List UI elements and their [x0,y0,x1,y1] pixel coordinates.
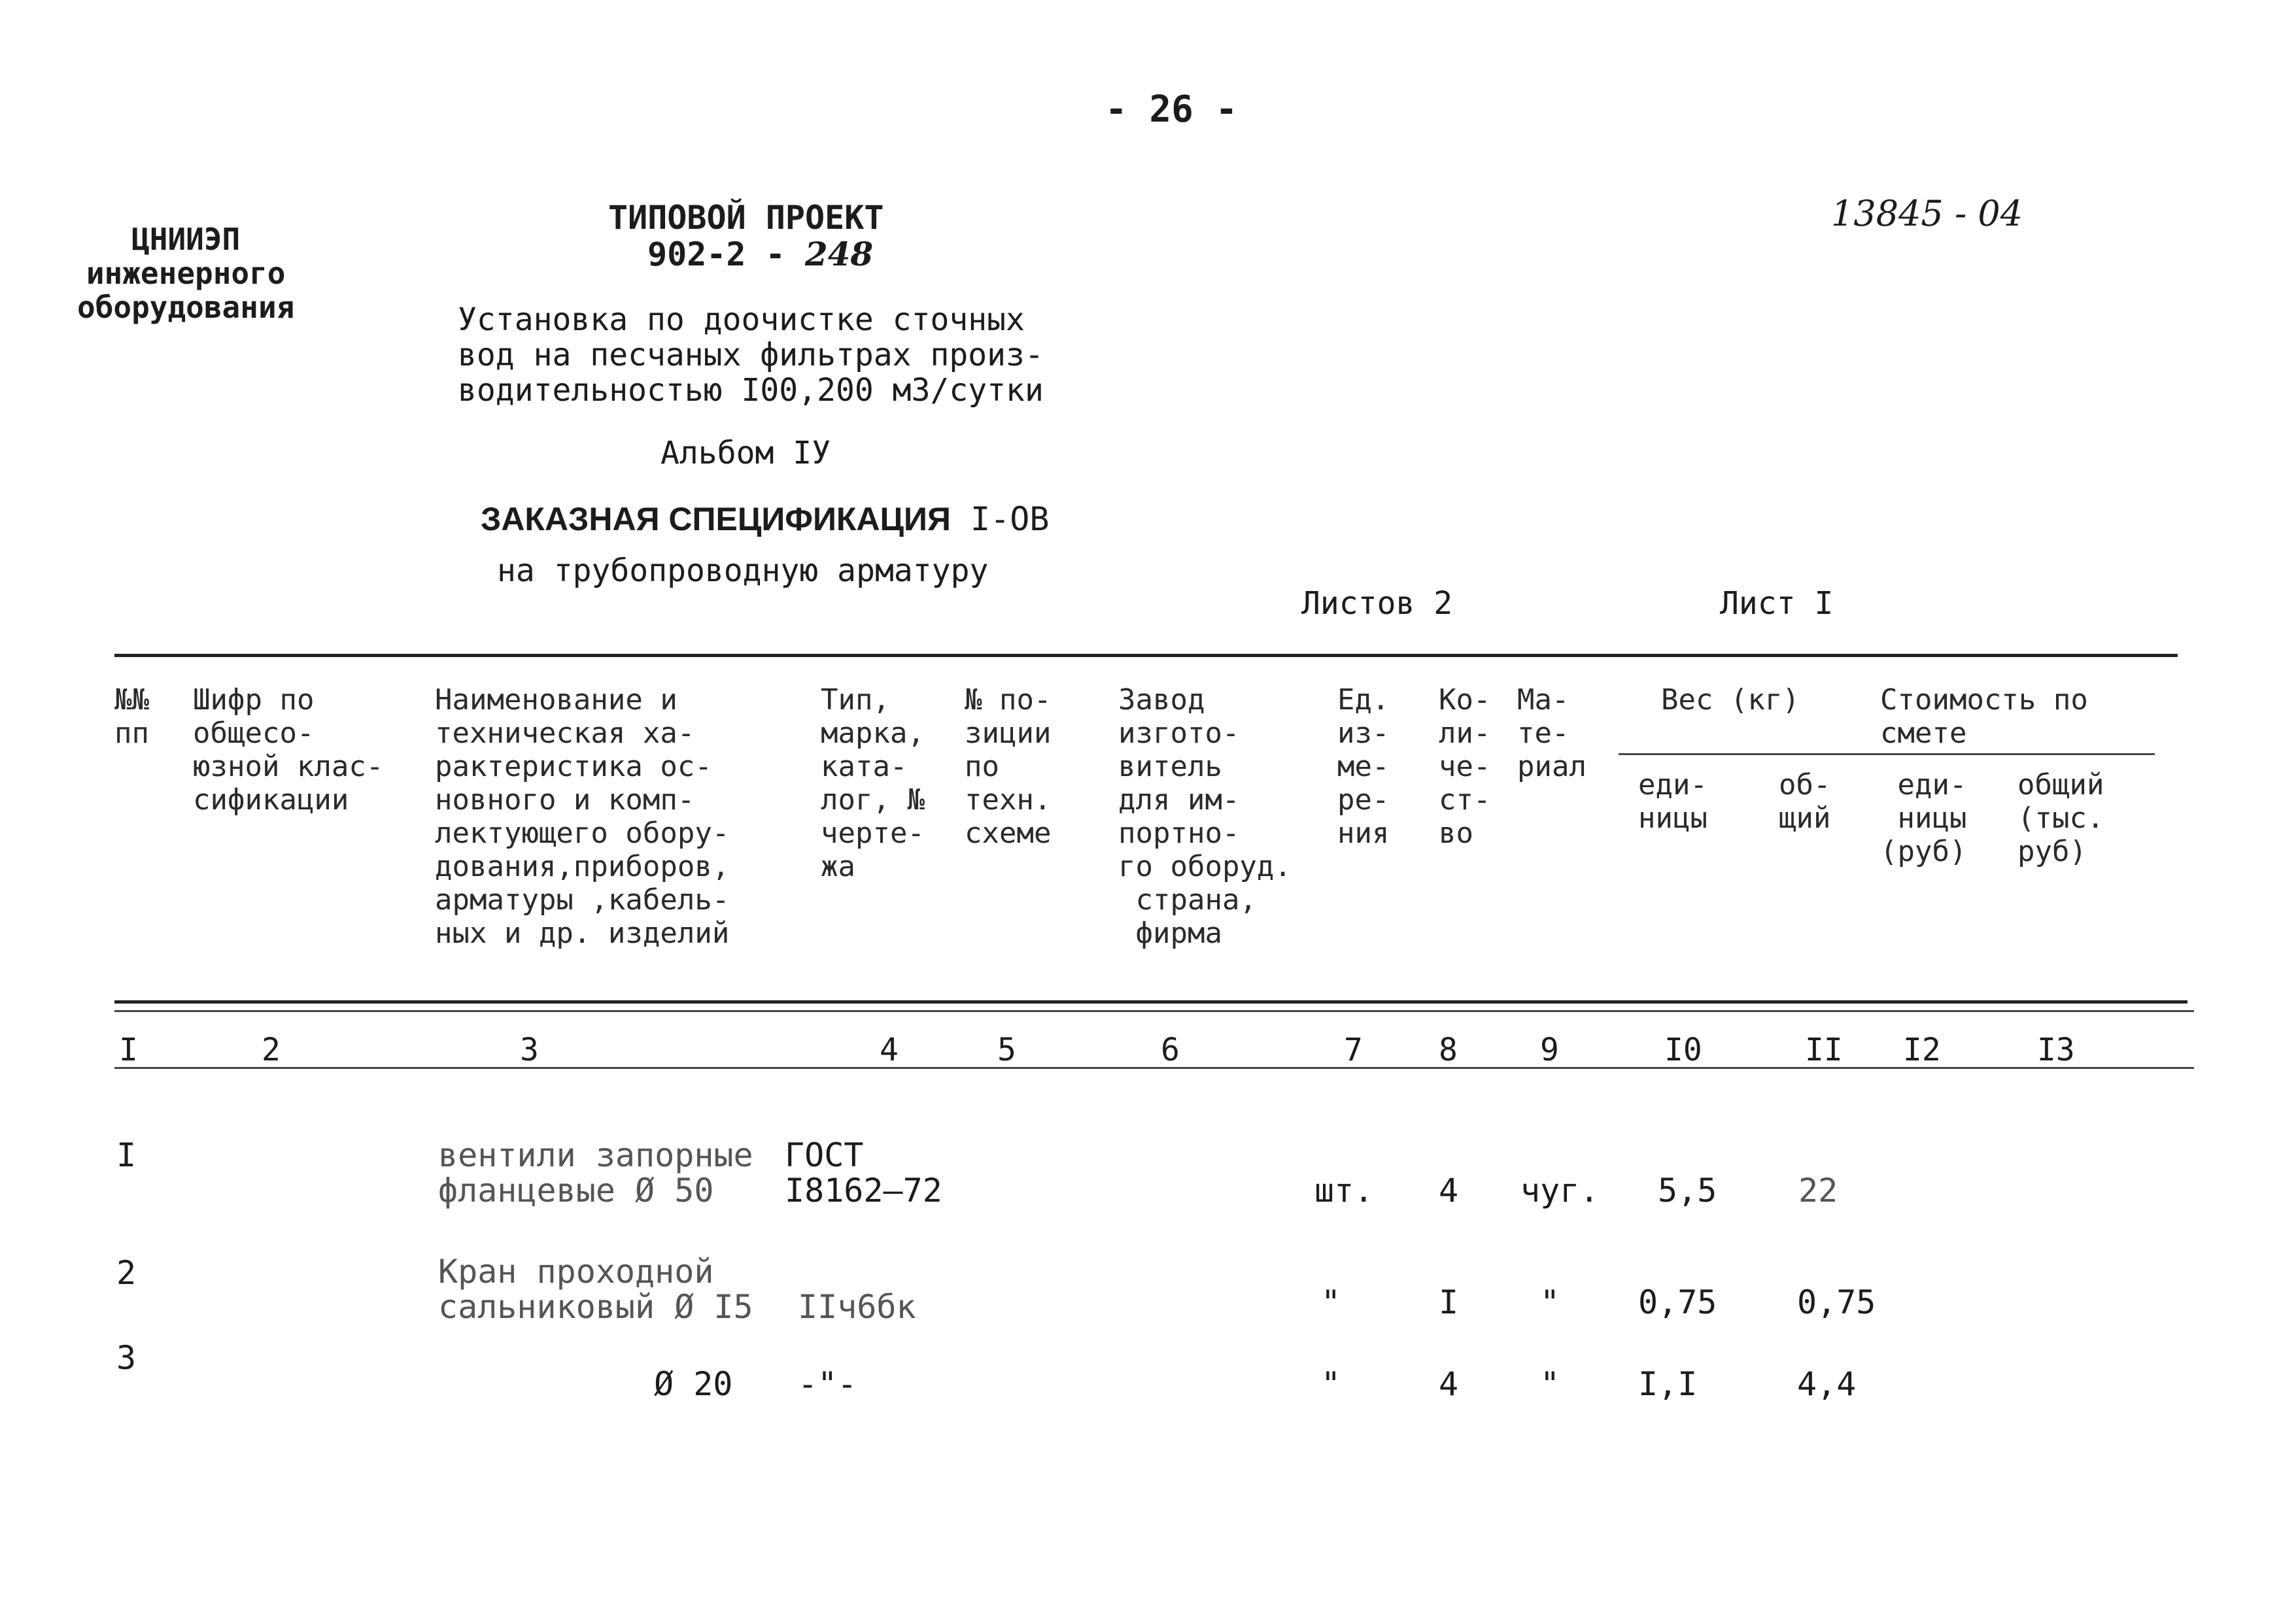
header-col-2: Шифр по общесо- юзной клас- сификации [193,683,384,817]
item-material: " [1540,1365,1560,1403]
row-number: 3 [116,1339,137,1377]
header-cost-unit: еди- ницы (руб) [1880,768,1967,868]
project-label: ТИПОВОЙ ПРОЕКТ [608,199,884,237]
item-type: ГОСТ I8162—72 [785,1136,942,1210]
project-number-prefix: 902-2 - [647,235,785,273]
archive-stamp: 13845 - 04 [1831,193,2023,234]
description-line-1: Установка по доочистке сточных [458,301,1025,338]
project-title [608,199,883,273]
weight-cost-subheader-rule [1619,753,2155,755]
header-cost-total: общий (тыс. руб) [2017,768,2104,868]
item-unit: " [1321,1283,1341,1321]
column-number-13: I3 [2037,1032,2075,1068]
item-material: чуг. [1520,1172,1600,1210]
item-unit: " [1321,1365,1341,1403]
item-qty: I [1439,1283,1459,1321]
org-line-1: ЦНИИЭП [131,222,241,257]
spec-title-bold: ЗАКАЗНАЯ СПЕЦИФИКАЦИЯ [481,501,951,537]
item-weight-total: 22 [1798,1172,1838,1210]
spec-subtitle: на трубопроводную арматуру [497,552,989,589]
row-number: I [116,1136,137,1174]
header-col-4: Тип, марка, ката- лог, № черте- жа [821,683,925,883]
header-col-8: Ко- ли- че- ст- во [1439,683,1491,850]
header-col-7: Ед. из- ме- ре- ния [1337,683,1390,850]
item-name: Ø 20 [654,1365,733,1403]
org-line-3: оборудования [77,290,295,325]
column-number-9: 9 [1540,1032,1559,1068]
item-qty: 4 [1439,1365,1459,1403]
column-number-3: 3 [520,1032,539,1068]
item-qty: 4 [1439,1172,1459,1210]
description-line-3: водительностью I00,200 м3/сутки [458,372,1044,409]
column-number-10: I0 [1664,1032,1702,1068]
header-col-5: № по- зиции по техн. схеме [965,683,1052,850]
description-line-2: вод на песчаных фильтрах произ- [458,337,1044,373]
organization [77,222,294,324]
spec-title [481,500,1049,538]
item-weight-total: 0,75 [1797,1283,1876,1321]
project-number [608,236,883,273]
column-number-4: 4 [880,1032,899,1068]
spec-title-code: I-ОВ [950,500,1050,538]
column-number-5: 5 [997,1032,1016,1068]
header-col-6: Завод изгото- витель для им- портно- го оборуд. страна, фирма [1118,683,1292,950]
header-cost: Стоимость по смете [1880,683,2088,750]
org-line-2: инженерного [86,256,286,291]
column-number-12: I2 [1903,1032,1941,1068]
header-weight-unit: еди- ницы [1638,768,1707,835]
sheets-total: Листов 2 [1301,585,1453,622]
column-number-6: 6 [1161,1032,1180,1068]
project-description [458,302,1044,408]
table-top-rule [114,654,2178,657]
header-bottom-rule-2 [114,1010,2194,1012]
header-bottom-rule [114,1000,2187,1004]
item-unit: шт. [1314,1172,1374,1210]
header-col-1: №№ пп [114,683,149,750]
column-number-1: I [119,1032,138,1068]
row-number: 2 [116,1254,137,1292]
header-weight: Вес (кг) [1661,683,1800,717]
item-type: -"- [798,1365,857,1403]
header-weight-total: об- щий [1779,768,1831,835]
page-number: - 26 - [1105,88,1238,131]
header-col-9: Ма- те- риал [1517,683,1586,783]
item-type: IIч6бк [798,1288,916,1326]
sheet-current: Лист I [1720,585,1834,622]
item-weight-unit: 0,75 [1638,1283,1717,1321]
column-number-2: 2 [262,1032,281,1068]
item-material: " [1540,1283,1560,1321]
item-weight-unit: I,I [1638,1365,1698,1403]
column-number-11: II [1805,1032,1843,1068]
header-col-3: Наименование и техническая ха- рактеристика ос- новного и комп- лектующего обору- дования,приборов, арматуры ,кабель- ных и др. изделий [435,683,730,950]
project-number-handwritten: 248 [804,235,874,273]
item-name: Кран проходной сальниковый Ø I5 [438,1253,753,1326]
album-label: Альбом IУ [660,435,831,471]
item-weight-total: 4,4 [1797,1365,1857,1403]
column-numbers-rule [114,1067,2194,1069]
column-number-7: 7 [1344,1032,1363,1068]
column-number-8: 8 [1439,1032,1458,1068]
item-weight-unit: 5,5 [1658,1172,1717,1210]
item-name: вентили запорные фланцевые Ø 50 [438,1136,753,1210]
